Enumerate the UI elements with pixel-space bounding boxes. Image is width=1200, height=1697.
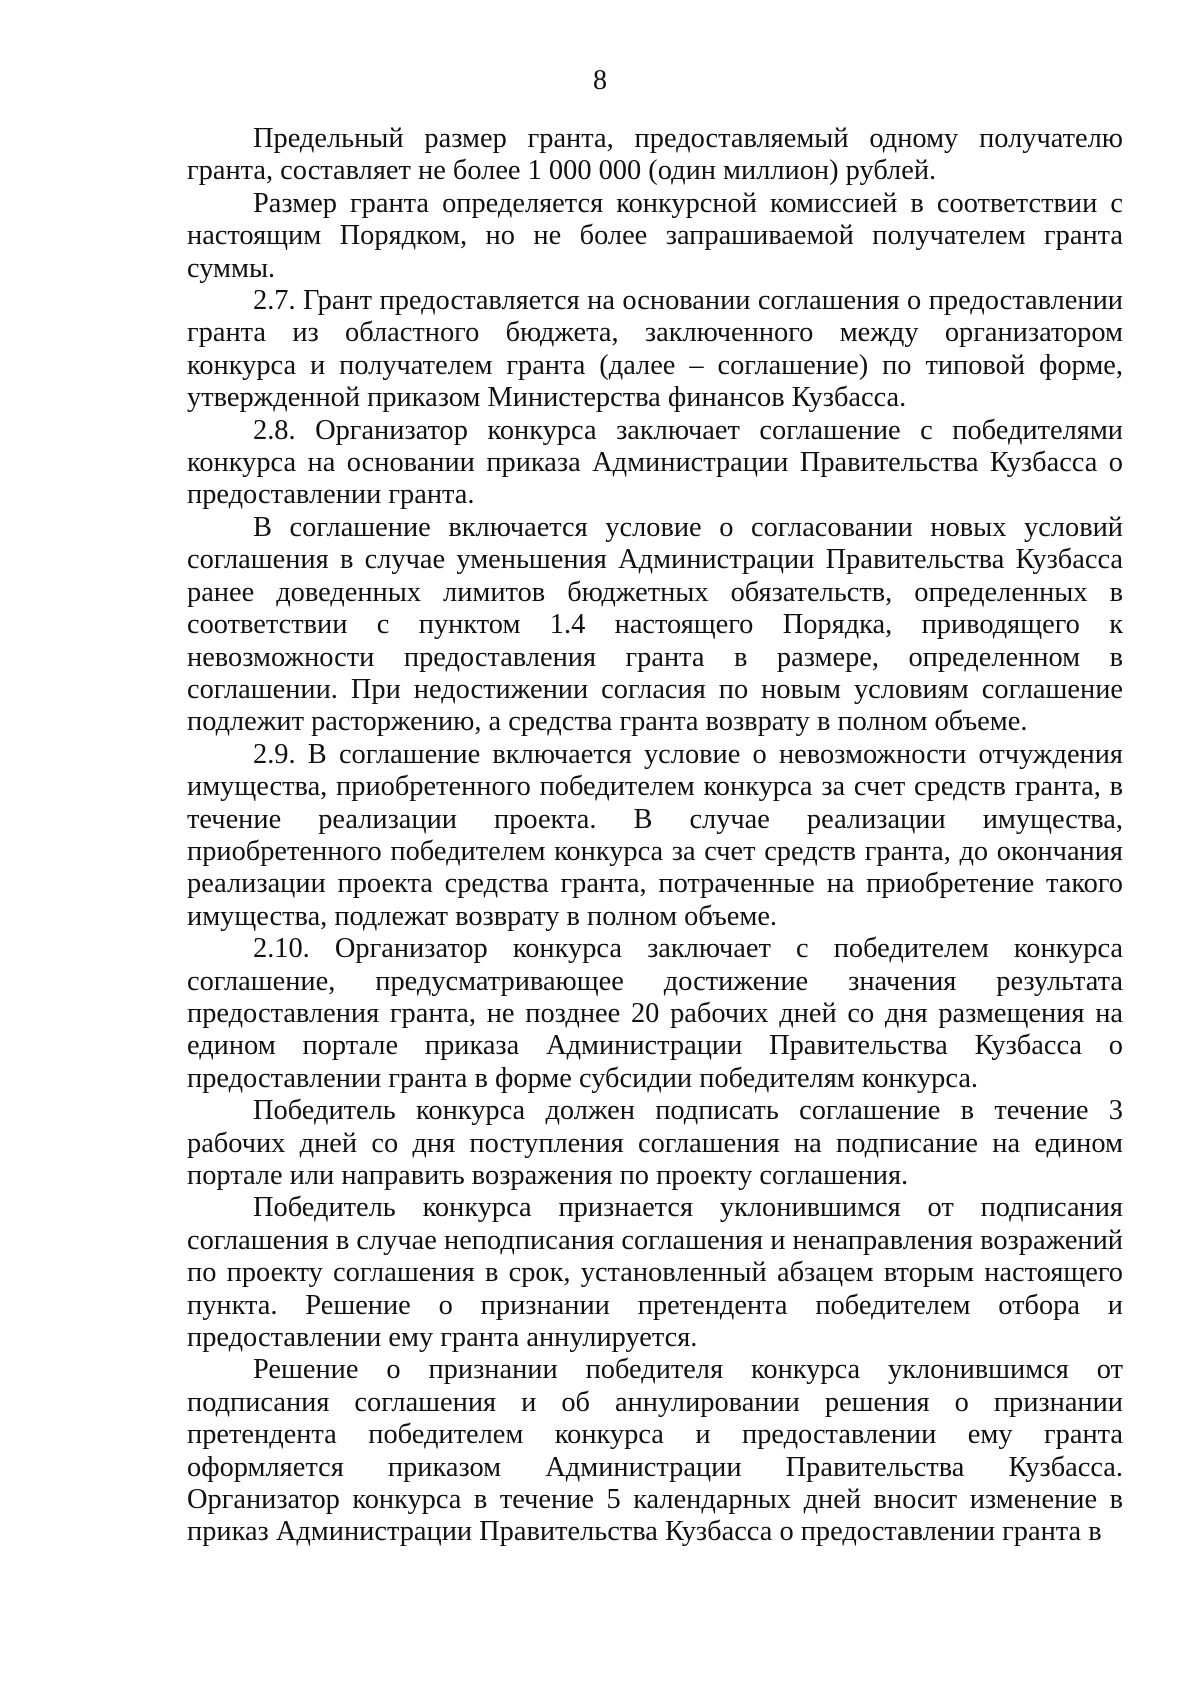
paragraph-grant-max-size: Предельный размер гранта, предоставляемый одному получателю гранта, составляет не более 1 000 000 (один миллион) рублей.: [187, 123, 1123, 187]
paragraph-2-10: 2.10. Организатор конкурса заключает с победителем конкурса соглашение, предусматривающее достижение значения результата предоставления гранта, не позднее 20 рабочих дней со дня размещения на едином портале приказа Администрации Правительства Кузбасса о предоставлении гранта в форме субсидии победителям конкурса.: [187, 933, 1123, 1094]
paragraph-2-8: 2.8. Организатор конкурса заключает соглашение с победителями конкурса на основании приказа Администрации Правительства Кузбасса о предоставлении гранта.: [187, 414, 1123, 511]
page-number: 8: [593, 65, 607, 96]
paragraph-new-conditions: В соглашение включается условие о согласовании новых условий соглашения в случае уменьшения Администрации Правительства Кузбасса ранее доведенных лимитов бюджетных обязательств, определенных в соответствии с пунктом 1.4 настоящего Порядка, приводящего к невозможности предоставления гранта в размере, определенном в соглашении. При недостижении согласия по новым условиям соглашение подлежит расторжению, а средства гранта возврату в полном объеме.: [187, 511, 1123, 738]
paragraph-evasion: Победитель конкурса признается уклонившимся от подписания соглашения в случае неподписания соглашения и ненаправления возражений по проекту соглашения в срок, установленный абзацем вторым настоящего пункта. Решение о признании претендента победителем отбора и предоставлении ему гранта аннулируется.: [187, 1192, 1123, 1354]
paragraph-grant-size-determination: Размер гранта определяется конкурсной комиссией в соответствии с настоящим Порядком, но не более запрашиваемой получателем гранта суммы.: [187, 187, 1123, 284]
paragraph-2-7: 2.7. Грант предоставляется на основании соглашения о предоставлении гранта из областного бюджета, заключенного между организатором конкурса и получателем гранта (далее – соглашение) по типовой форме, утвержденной приказом Министерства финансов Кузбасса.: [187, 285, 1123, 414]
document-body: [187, 123, 1123, 1549]
paragraph-evasion-decision: Решение о признании победителя конкурса уклонившимся от подписания соглашения и об аннулировании решения о признании претендента победителем конкурса и предоставлении ему гранта оформляется приказом Администрации Правительства Кузбасса. Организатор конкурса в течение 5 календарных дней вносит изменение в приказ Администрации Правительства Кузбасса о предоставлении гранта в: [187, 1354, 1123, 1548]
paragraph-signing-deadline: Победитель конкурса должен подписать соглашение в течение 3 рабочих дней со дня поступления соглашения на подписание на едином портале или направить возражения по проекту соглашения.: [187, 1095, 1123, 1191]
paragraph-2-9: 2.9. В соглашение включается условие о невозможности отчуждения имущества, приобретенного победителем конкурса за счет средств гранта, в течение реализации проекта. В случае реализации имущества, приобретенного победителем конкурса за счет средств гранта, до окончания реализации проекта средства гранта, потраченные на приобретение такого имущества, подлежат возврату в полном объеме.: [187, 738, 1123, 932]
